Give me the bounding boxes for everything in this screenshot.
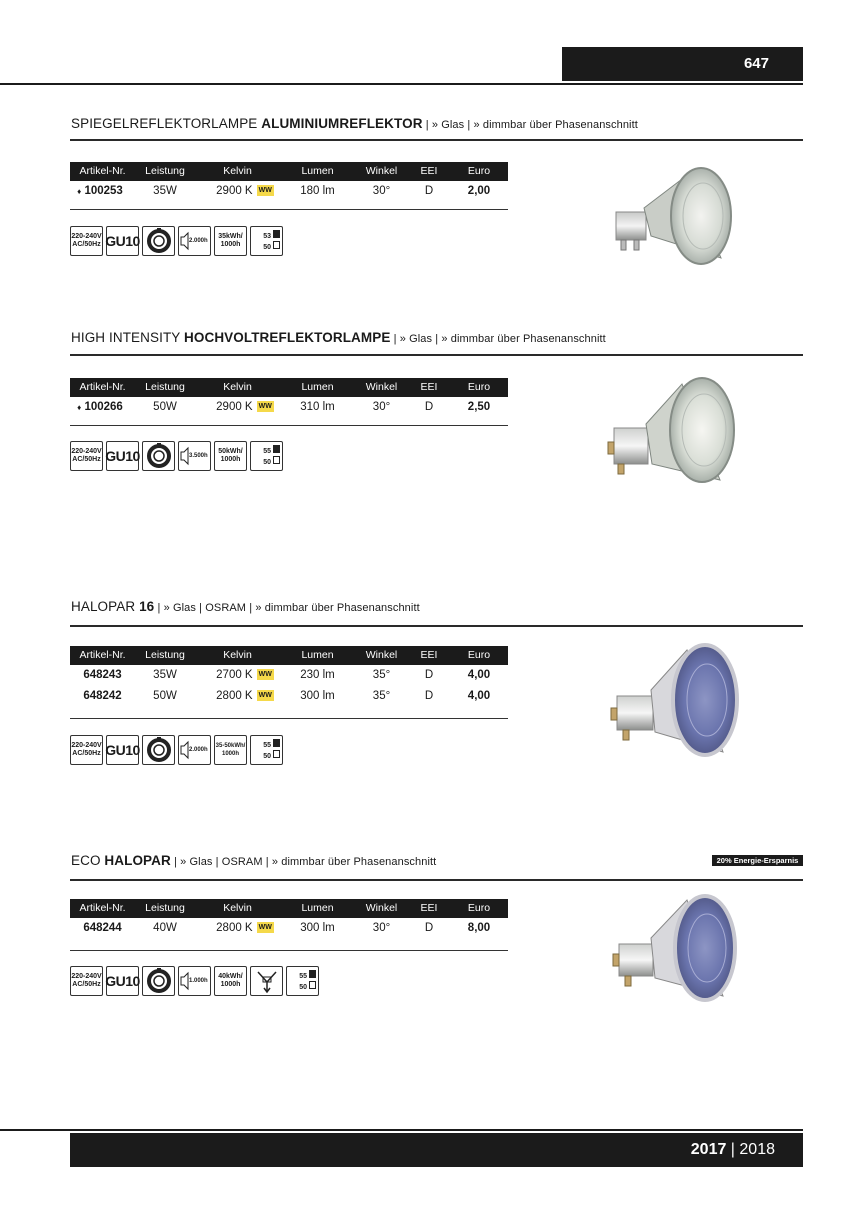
header-winkel: Winkel bbox=[365, 649, 398, 661]
section-title bbox=[71, 853, 436, 868]
year-separator: | bbox=[726, 1141, 740, 1158]
lamp-image bbox=[600, 368, 745, 498]
lumen: 300 lm bbox=[300, 922, 335, 934]
title-prefix: HALOPAR bbox=[71, 599, 140, 614]
table-divider bbox=[70, 425, 508, 426]
year-next: 2018 bbox=[739, 1141, 775, 1158]
footer-divider bbox=[0, 1129, 803, 1131]
socket-gu10-icon: GU10 bbox=[106, 735, 139, 765]
article-number: 648244 bbox=[83, 922, 122, 934]
section-divider bbox=[70, 625, 803, 627]
dimmable-icon bbox=[142, 226, 175, 256]
price: 8,00 bbox=[467, 922, 491, 934]
header-kelvin: Kelvin bbox=[223, 381, 252, 393]
icon-row bbox=[70, 441, 283, 473]
warm-white-badge: WW bbox=[258, 692, 272, 700]
header-kelvin: Kelvin bbox=[223, 649, 252, 661]
header-eei: EEI bbox=[420, 902, 438, 914]
lamp-image bbox=[605, 892, 745, 1017]
watt: 50W bbox=[153, 401, 177, 413]
lamp-image bbox=[596, 158, 746, 278]
title-bold: ALUMINIUMREFLEKTOR bbox=[261, 116, 423, 131]
title-prefix: HIGH INTENSITY bbox=[71, 330, 185, 345]
lumen: 230 lm bbox=[300, 669, 335, 681]
dimmable-icon bbox=[142, 441, 175, 471]
header-euro: Euro bbox=[467, 381, 491, 393]
header-euro: Euro bbox=[467, 649, 491, 661]
kelvin: 2700 K WW bbox=[216, 669, 272, 681]
price: 4,00 bbox=[467, 669, 491, 681]
eei: D bbox=[424, 401, 434, 413]
article-number: 648242 bbox=[83, 690, 122, 702]
header-kelvin: Kelvin bbox=[223, 902, 252, 914]
angle: 35° bbox=[372, 690, 391, 702]
lifetime-icon: 2.000h bbox=[178, 226, 211, 256]
voltage-icon: 220-240V AC/50Hz bbox=[70, 226, 103, 256]
warm-white-badge: WW bbox=[258, 671, 272, 679]
header-eei: EEI bbox=[420, 649, 438, 661]
table-divider bbox=[70, 209, 508, 210]
warm-white-badge: WW bbox=[258, 187, 272, 195]
section-title bbox=[71, 330, 606, 345]
kelvin: 2900 K WW bbox=[216, 401, 272, 413]
dimensions-icon: 55 50 bbox=[250, 441, 283, 471]
header-winkel: Winkel bbox=[365, 902, 398, 914]
socket-gu10-icon: GU10 bbox=[106, 966, 139, 996]
header-artikel: Artikel-Nr. bbox=[79, 649, 126, 661]
table-header bbox=[70, 162, 508, 181]
lifetime-icon: 3.500h bbox=[178, 441, 211, 471]
eei: D bbox=[424, 185, 434, 197]
table-row bbox=[70, 690, 508, 709]
title-subtitle: | » Glas | OSRAM | » dimmbar über Phasenanschnitt bbox=[170, 856, 437, 868]
icon-row bbox=[70, 735, 283, 767]
voltage-icon: 220-240V AC/50Hz bbox=[70, 735, 103, 765]
page-number: 647 bbox=[562, 47, 803, 81]
lumen: 180 lm bbox=[300, 185, 335, 197]
header-winkel: Winkel bbox=[365, 165, 398, 177]
dimensions-icon: 55 50 bbox=[250, 735, 283, 765]
section-title bbox=[71, 599, 420, 614]
header-eei: EEI bbox=[420, 381, 438, 393]
angle: 30° bbox=[372, 185, 391, 197]
watt: 35W bbox=[153, 185, 177, 197]
socket-gu10-icon: GU10 bbox=[106, 441, 139, 471]
dimmable-icon bbox=[142, 966, 175, 996]
watt: 35W bbox=[153, 669, 177, 681]
title-bold: HOCHVOLTREFLEKTORLAMPE bbox=[184, 330, 391, 345]
header-leistung: Leistung bbox=[145, 649, 185, 661]
kelvin: 2800 K WW bbox=[216, 922, 272, 934]
price: 2,00 bbox=[467, 185, 491, 197]
header-eei: EEI bbox=[420, 165, 438, 177]
table-divider bbox=[70, 718, 508, 719]
lumen: 300 lm bbox=[300, 690, 335, 702]
table-row bbox=[70, 669, 508, 688]
watt: 40W bbox=[153, 922, 177, 934]
header-kelvin: Kelvin bbox=[223, 165, 252, 177]
header-winkel: Winkel bbox=[365, 381, 398, 393]
section-divider bbox=[70, 354, 803, 356]
kelvin: 2800 K WW bbox=[216, 690, 272, 702]
warm-white-badge: WW bbox=[258, 403, 272, 411]
icon-row bbox=[70, 966, 319, 998]
lifetime-icon: 2.000h bbox=[178, 735, 211, 765]
table-row bbox=[70, 401, 508, 420]
lifetime-icon: 1.000h bbox=[178, 966, 211, 996]
title-subtitle: | » Glas | » dimmbar über Phasenanschnitt bbox=[390, 333, 606, 345]
energy-icon: 50kWh/ 1000h bbox=[214, 441, 247, 471]
watt: 50W bbox=[153, 690, 177, 702]
year-current: 2017 bbox=[690, 1141, 727, 1158]
eei: D bbox=[424, 922, 434, 934]
section-divider bbox=[70, 879, 803, 881]
header-lumen: Lumen bbox=[301, 165, 334, 177]
header-lumen: Lumen bbox=[301, 902, 334, 914]
table-row bbox=[70, 922, 508, 941]
header-leistung: Leistung bbox=[145, 902, 185, 914]
table-header bbox=[70, 378, 508, 397]
title-bold: 16 bbox=[139, 599, 155, 614]
energy-icon: 35-50kWh/ 1000h bbox=[214, 735, 247, 765]
header-artikel: Artikel-Nr. bbox=[79, 902, 126, 914]
title-prefix: ECO bbox=[71, 853, 105, 868]
angle: 30° bbox=[372, 922, 391, 934]
header-leistung: Leistung bbox=[145, 381, 185, 393]
dimensions-icon: 53 50 bbox=[250, 226, 283, 256]
table-row bbox=[70, 185, 508, 204]
voltage-icon: 220-240V AC/50Hz bbox=[70, 441, 103, 471]
title-subtitle: | » Glas | OSRAM | » dimmbar über Phasenanschnitt bbox=[154, 602, 420, 614]
table-header bbox=[70, 899, 508, 918]
catalog-year bbox=[70, 1133, 803, 1167]
header-lumen: Lumen bbox=[301, 381, 334, 393]
table-header bbox=[70, 646, 508, 665]
header-artikel: Artikel-Nr. bbox=[79, 381, 126, 393]
warm-white-badge: WW bbox=[258, 924, 272, 932]
table-divider bbox=[70, 950, 508, 951]
header-euro: Euro bbox=[467, 165, 491, 177]
article-number: 648243 bbox=[83, 669, 122, 681]
dimensions-icon: 55 50 bbox=[286, 966, 319, 996]
price: 4,00 bbox=[467, 690, 491, 702]
cool-beam-icon bbox=[250, 966, 283, 996]
header-lumen: Lumen bbox=[301, 649, 334, 661]
lumen: 310 lm bbox=[300, 401, 335, 413]
title-prefix: SPIEGELREFLEKTORLAMPE bbox=[71, 116, 262, 131]
kelvin: 2900 K WW bbox=[216, 185, 272, 197]
energy-icon: 40kWh/ 1000h bbox=[214, 966, 247, 996]
header-euro: Euro bbox=[467, 902, 491, 914]
energy-icon: 35kWh/ 1000h bbox=[214, 226, 247, 256]
angle: 35° bbox=[372, 669, 391, 681]
dimmable-icon bbox=[142, 735, 175, 765]
price: 2,50 bbox=[467, 401, 491, 413]
socket-gu10-icon: GU10 bbox=[106, 226, 139, 256]
section-title bbox=[71, 116, 638, 131]
header-leistung: Leistung bbox=[145, 165, 185, 177]
header-artikel: Artikel-Nr. bbox=[79, 165, 126, 177]
energy-saving-badge: 20% Energie-Ersparnis bbox=[712, 855, 803, 866]
article-number: ♦ 100266 bbox=[77, 401, 123, 413]
title-subtitle: | » Glas | » dimmbar über Phasenanschnitt bbox=[422, 119, 638, 131]
eei: D bbox=[424, 669, 434, 681]
angle: 30° bbox=[372, 401, 391, 413]
section-divider bbox=[70, 139, 803, 141]
header-divider bbox=[0, 83, 803, 85]
icon-row bbox=[70, 226, 283, 258]
title-bold: HALOPAR bbox=[104, 853, 171, 868]
eei: D bbox=[424, 690, 434, 702]
article-number: ♦ 100253 bbox=[77, 185, 123, 197]
lamp-image bbox=[605, 640, 745, 773]
voltage-icon: 220-240V AC/50Hz bbox=[70, 966, 103, 996]
